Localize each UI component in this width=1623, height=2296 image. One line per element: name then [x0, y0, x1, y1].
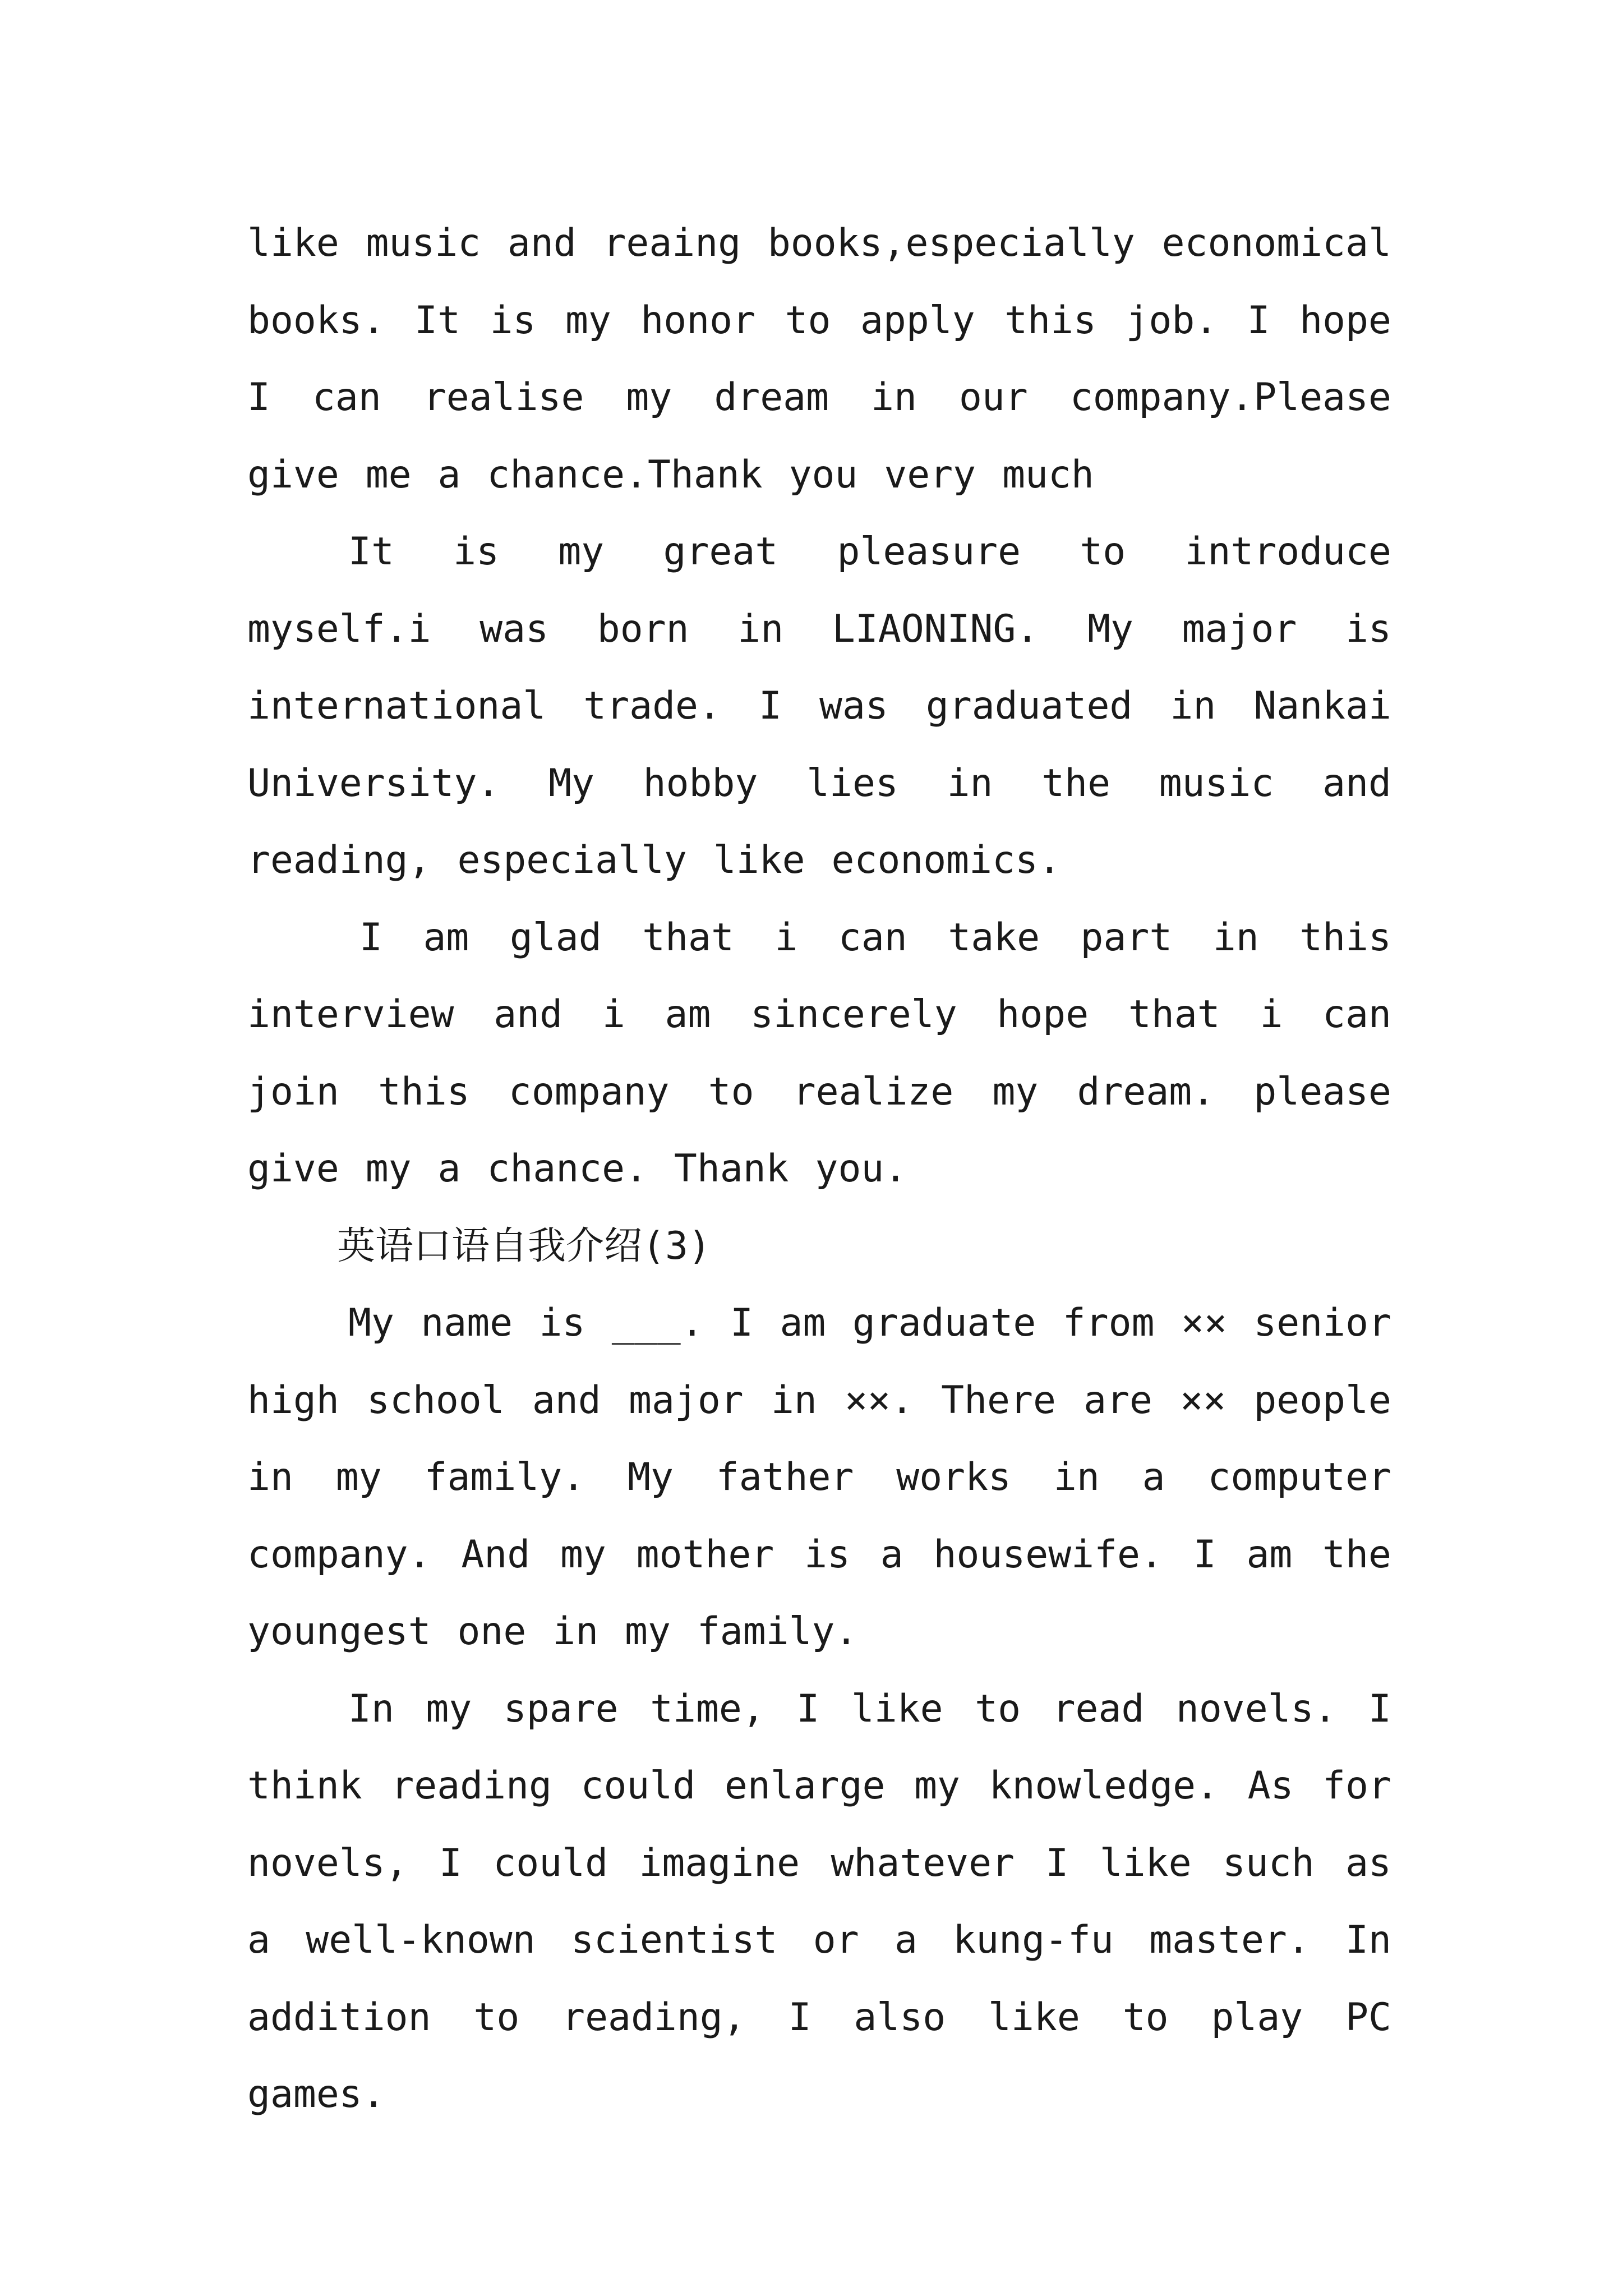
paragraph-continuation: like music and reaing books,especially economical books. It is my honor to apply this job. I hope I can realise my dream in our company.Please give me a chance.Thank you very much — [247, 221, 1391, 497]
section-heading: 英语口语自我介绍(3) — [337, 1223, 711, 1268]
paragraph-family-introduction: My name is ___. I am graduate from ×× senior high school and major in ××. There are ×× people in my family. My father works in a computer company. And my mother is a housewife. I am the youngest one in my family. — [247, 1301, 1391, 1654]
paragraph-interview-closing: I am glad that i can take part in this interview and i am sincerely hope that i can join this company to realize my dream. please give my a chance. Thank you. — [247, 915, 1391, 1191]
document-body — [247, 205, 1391, 2133]
paragraph-self-introduction: It is my great pleasure to introduce myself.i was born in LIAONING. My major is international trade. I was graduated in Nankai University. My hobby lies in the music and reading, especially like economics. — [247, 530, 1391, 882]
paragraph-hobbies: In my spare time, I like to read novels. I think reading could enlarge my knowledge. As for novels, I could imagine whatever I like such as a well-known scientist or a kung-fu master. In addition to reading, I also like to play PC games. — [247, 1686, 1391, 2116]
